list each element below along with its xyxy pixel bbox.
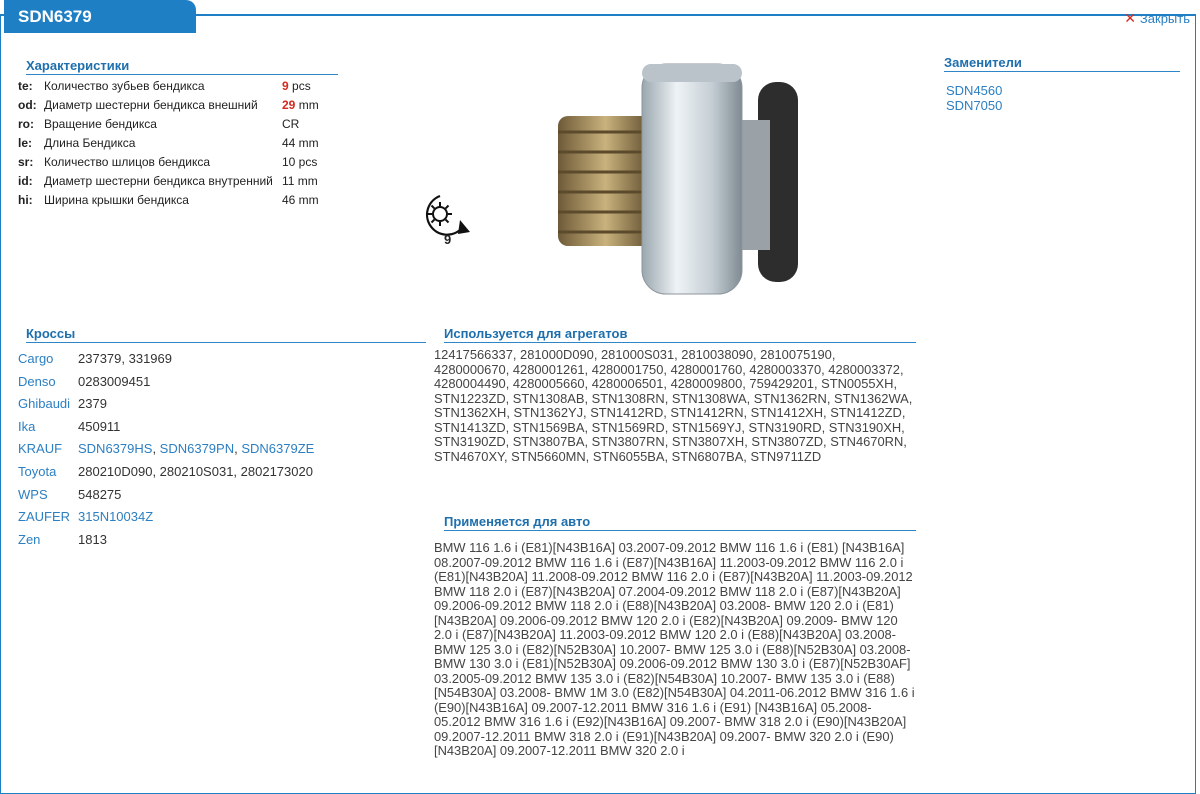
- cross-row: [18, 438, 314, 461]
- cross-numbers: [78, 529, 107, 552]
- cross-numbers[interactable]: SDN6379HS, SDN6379PN, SDN6379ZE: [78, 441, 315, 457]
- characteristic-code: le:: [18, 136, 33, 150]
- characteristic-row: [18, 115, 340, 134]
- cross-brand[interactable]: Cargo: [18, 351, 54, 366]
- characteristic-row: [18, 153, 340, 172]
- used-in-units-text: 12417566337, 281000D090, 281000S031, 2810038090, 2810075190, 4280000670, 4280001261, 4280001750, 4280001760, 4280003370, 4280003372, 4280004490, 4280005660, 4280006501, 4280009800, 759429201, STN0055XH, STN1223ZD, STN1308AB, STN1308RN, STN1308WA, STN1362RN, STN1362WA, STN1362XH, STN1362YJ, STN1412RD, STN1412RN, STN1412XH, STN1412ZD, STN1413ZD, STN1569BA, STN1569RD, STN1569YJ, STN3190RD, STN3190XH, STN3190ZD, STN3807BA, STN3807RN, STN3807XH, STN3807ZD, STN4670RN, STN4670XY, STN5660MN, STN6055BA, STN6807BA, STN9711ZD: [434, 347, 913, 464]
- applies-to-cars-heading: Применяется для авто: [444, 514, 916, 531]
- close-label: Закрыть: [1139, 11, 1190, 26]
- characteristic-value-number: 44 mm: [282, 136, 319, 150]
- cross-number-link[interactable]: SDN6379HS: [78, 441, 153, 457]
- characteristic-row: [18, 134, 340, 153]
- starter-drive-image: [550, 60, 810, 310]
- cross-number-link[interactable]: SDN6379ZE: [241, 441, 315, 457]
- cross-brand[interactable]: Toyota: [18, 463, 57, 479]
- characteristic-value: [282, 77, 340, 96]
- cross-number: 237379, 331969: [78, 351, 172, 366]
- cross-number: 2379: [78, 396, 107, 412]
- characteristic-value-number: 10 pcs: [282, 155, 318, 169]
- characteristic-value: [282, 115, 340, 134]
- characteristic-name: Ширина крышки бендикса: [44, 193, 189, 207]
- replacements-heading: Заменители: [944, 55, 1180, 72]
- applies-to-cars-text: BMW 116 1.6 i (E81)[N43B16A] 03.2007-09.2012 BMW 116 1.6 i (E81) [N43B16A] 08.2007-09.2012 BMW 116 1.6 i (E87)[N43B16A] 11.2003-09.2012 BMW 116 2.0 i (E81)[N43B20A] 11.2008-09.2012 BMW 116 2.0 i (E87)[N43B20A] 11.2003-09.2012 BMW 118 2.0 i (E87)[N43B20A] 07.2004-09.2012 BMW 118 2.0 i (E87)[N43B20A] 09.2006-09.2012 BMW 118 2.0 i (E88)[N43B20A] 03.2008- BMW 120 2.0 i (E81)[N43B20A] 09.2006-09.2012 BMW 120 2.0 i (E82)[N43B20A] 09.2009- BMW 120 2.0 i (E87)[N43B20A] 11.2003-09.2012 BMW 120 2.0 i (E88)[N43B20A] 03.2008- BMW 125 3.0 i (E82)[N52B30A] 10.2007- BMW 125 3.0 i (E88)[N52B30A] 03.2008- BMW 130 3.0 i (E81)[N52B30A] 09.2006-09.2012 BMW 130 3.0 i (E87)[N52B30AF] 03.2005-09.2012 BMW 135 3.0 i (E82)[N54B30A] 10.2007- BMW 135 3.0 i (E88)[N54B30A] 03.2008- BMW 1M 3.0 (E82)[N54B30A] 04.2011-06.2012 BMW 316 1.6 i (E90)[N43B16A] 09.2007-12.2011 BMW 316 1.6 i (E91) [N43B16A] 05.2008-05.2012 BMW 316 1.6 i (E92)[N43B16A] 09.2007- BMW 318 2.0 i (E90)[N43B20A] 09.2007-12.2011 BMW 318 2.0 i (E91)[N43B20A] 09.2007- BMW 320 2.0 i (E90)[N43B20A] 09.2007-12.2011 BMW 320 2.0 i: [434, 540, 915, 758]
- characteristic-name: Диаметр шестерни бендикса внешний: [44, 98, 258, 112]
- characteristic-name: Вращение бендикса: [44, 117, 157, 131]
- characteristic-value-number: 9: [282, 79, 289, 93]
- cross-row: [18, 393, 314, 416]
- characteristics-heading: Характеристики: [26, 58, 338, 75]
- characteristic-code: te:: [18, 79, 33, 93]
- characteristic-name: Количество шлицов бендикса: [44, 155, 211, 169]
- replacement-link[interactable]: SDN4560: [946, 83, 1003, 98]
- characteristic-name: Диаметр шестерни бендикса внутренний: [44, 174, 273, 188]
- cross-number: 0283009451: [78, 373, 151, 389]
- characteristic-code: ro:: [18, 117, 34, 131]
- cross-brand[interactable]: ZAUFER: [18, 509, 70, 525]
- cross-brand[interactable]: Zen: [18, 531, 41, 547]
- cross-row: [18, 484, 314, 507]
- characteristic-value-number: 46 mm: [282, 193, 319, 207]
- cross-numbers[interactable]: [78, 506, 153, 529]
- characteristic-value-number: CR: [282, 117, 300, 131]
- cross-row: [18, 348, 314, 371]
- characteristic-value: [282, 172, 340, 191]
- cross-number: 280210D090, 280210S031, 2802173020: [78, 463, 313, 479]
- characteristic-name: Количество зубьев бендикса: [44, 79, 205, 93]
- characteristic-code: id:: [18, 174, 33, 188]
- characteristic-row: [18, 96, 340, 115]
- cross-row: [18, 371, 314, 394]
- x-icon: ✕: [1124, 10, 1136, 26]
- characteristic-row: [18, 77, 340, 96]
- characteristic-value-unit: pcs: [288, 79, 311, 93]
- cross-number-link[interactable]: SDN6379PN: [159, 441, 235, 457]
- characteristic-value-unit: mm: [295, 98, 319, 112]
- cross-row: [18, 506, 314, 529]
- characteristic-row: [18, 191, 340, 210]
- cross-numbers: [78, 484, 121, 507]
- characteristic-code: sr:: [18, 155, 34, 169]
- cross-brand[interactable]: Ika: [18, 418, 36, 434]
- characteristic-value: [282, 96, 340, 115]
- cross-number: 548275: [78, 486, 122, 502]
- close-button[interactable]: [1124, 10, 1190, 27]
- cross-brand[interactable]: Denso: [18, 373, 56, 389]
- cross-brand[interactable]: WPS: [18, 486, 48, 502]
- characteristic-code: od:: [18, 98, 37, 112]
- crosses-heading: Кроссы: [26, 326, 426, 343]
- cross-brand[interactable]: Ghibaudi: [18, 396, 71, 412]
- characteristic-code: hi:: [18, 193, 33, 207]
- characteristic-value-number: 11 mm: [282, 174, 318, 188]
- cross-number: 1813: [78, 531, 107, 547]
- cross-numbers: [78, 348, 172, 371]
- used-in-units-heading: Используется для агрегатов: [444, 326, 916, 343]
- cross-numbers: [78, 461, 313, 484]
- product-title: SDN6379: [4, 0, 196, 33]
- cross-row: [18, 529, 314, 552]
- cross-row: [18, 461, 314, 484]
- replacement-link[interactable]: SDN7050: [946, 97, 1003, 113]
- characteristic-value: [282, 153, 340, 172]
- cross-numbers: [78, 371, 150, 394]
- cross-brand[interactable]: KRAUF: [18, 441, 63, 457]
- teeth-count-label: 9: [444, 232, 452, 247]
- characteristic-value: [282, 134, 340, 153]
- cross-numbers: [78, 416, 120, 439]
- cross-number-link[interactable]: 315N10034Z: [78, 509, 154, 525]
- cross-row: [18, 416, 314, 439]
- characteristic-value-number: 29: [282, 98, 296, 112]
- characteristic-name: Длина Бендикса: [44, 136, 136, 150]
- cross-numbers: [78, 393, 107, 416]
- replacements-list: [946, 84, 1002, 113]
- characteristics-table: [18, 77, 340, 210]
- crosses-table: [18, 348, 314, 551]
- characteristic-value: [282, 191, 340, 210]
- characteristic-row: [18, 172, 340, 191]
- cross-number: 450911: [78, 418, 121, 434]
